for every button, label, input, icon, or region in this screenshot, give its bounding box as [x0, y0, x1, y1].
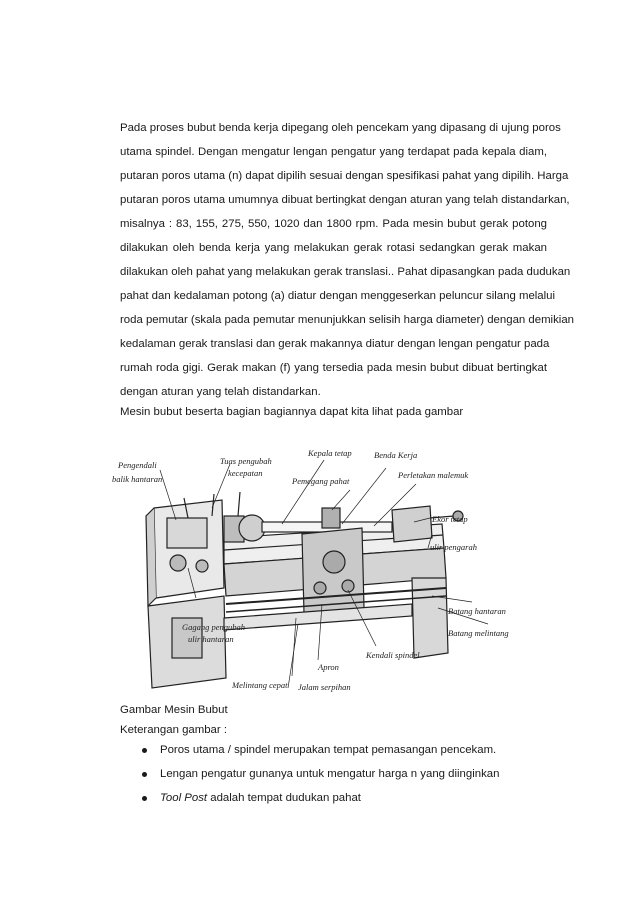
list-item-text: adalah tempat dudukan pahat	[207, 792, 361, 804]
figure-intro-text: Mesin bubut beserta bagian bagiannya dapat kita lihat pada gambar	[120, 406, 464, 418]
figure-caption: Gambar Mesin Bubut	[120, 704, 228, 716]
paragraph-line: dilakukan oleh pahat yang melakukan gerak translasi.. Pahat dipasangkan pada dudukan	[120, 266, 571, 278]
lathe-illustration	[112, 438, 532, 696]
paragraph-line: putaran poros utama (n) dapat dipilih sesuai dengan spesifikasi pahat yang dipilih. Harga	[120, 170, 569, 182]
label-kendali-spindel: Kendali spindel	[366, 650, 420, 660]
label-jalam-serpihan: Jalam serpihan	[298, 682, 351, 692]
label-ulir-pengarah: ulir pengarah	[430, 542, 477, 552]
paragraph-lathe-process	[120, 116, 574, 404]
label-pengendali-1: Pengendali	[118, 460, 157, 470]
label-batang-hantaran: Batang hantaran	[448, 606, 506, 616]
label-kepala-tetap: Kepala tetap	[308, 448, 352, 458]
paragraph-line: dengan aturan yang telah distandarkan.	[120, 386, 321, 398]
label-melintang-cepat: Melintang cepat	[232, 680, 288, 690]
label-apron: Apron	[318, 662, 339, 672]
list-item-text: Poros utama / spindel merupakan tempat pemasangan pencekam.	[160, 744, 497, 756]
bullet-icon	[142, 772, 147, 777]
label-pemegang-pahat: Pemegang pahat	[292, 476, 350, 486]
list-item-text: Lengan pengatur gunanya untuk mengatur harga n yang diinginkan	[160, 768, 500, 780]
list-item-italic-term: Tool Post	[160, 792, 208, 804]
label-pengendali-2: balik hantaran	[112, 474, 163, 484]
bullet-icon	[142, 748, 147, 753]
paragraph-line: roda pemutar (skala pada pemutar menunjukkan selisih harga diameter) dengan demikian	[120, 314, 574, 326]
lathe-machine-figure	[112, 438, 532, 696]
paragraph-line: utama spindel. Dengan mengatur lengan pengatur yang terdapat pada kepala diam,	[120, 146, 547, 158]
paragraph-line: Pada proses bubut benda kerja dipegang oleh pencekam yang dipasang di ujung poros	[120, 122, 561, 134]
label-gagang-2: ulir hantaran	[188, 634, 234, 644]
paragraph-line: misalnya : 83, 155, 275, 550, 1020 dan 1800 rpm. Pada mesin bubut gerak potong	[120, 218, 547, 230]
description-list	[120, 738, 499, 810]
label-perletakan: Perletakan malemuk	[398, 470, 469, 480]
label-tuas-2: kecepatan	[228, 468, 263, 478]
list-item	[120, 762, 499, 786]
paragraph-line: putaran poros utama umumnya dibuat bertingkat dengan aturan yang telah distandarkan,	[120, 194, 570, 206]
list-item	[120, 738, 499, 762]
label-batang-melintang: Batang melintang	[448, 628, 509, 638]
paragraph-line: rumah roda gigi. Gerak makan (f) yang tersedia pada mesin bubut dibuat bertingkat	[120, 362, 547, 374]
label-tuas-1: Tuas pengubah	[220, 456, 272, 466]
keterangan-heading: Keterangan gambar :	[120, 724, 228, 736]
paragraph-line: pahat dan kedalaman potong (a) diatur dengan menggeserkan peluncur silang melalui	[120, 290, 556, 302]
paragraph-line: kedalaman gerak translasi dan gerak makannya diatur dengan lengan pengatur pada	[120, 338, 550, 350]
label-ekor-tetap: Ekor tetap	[432, 514, 468, 524]
label-benda-kerja: Benda Kerja	[374, 450, 418, 460]
list-item	[120, 786, 499, 810]
label-gagang-1: Gagang pengubah	[182, 622, 246, 632]
bullet-icon	[142, 796, 147, 801]
paragraph-line: dilakukan oleh benda kerja yang melakukan gerak rotasi sedangkan gerak makan	[120, 242, 547, 254]
